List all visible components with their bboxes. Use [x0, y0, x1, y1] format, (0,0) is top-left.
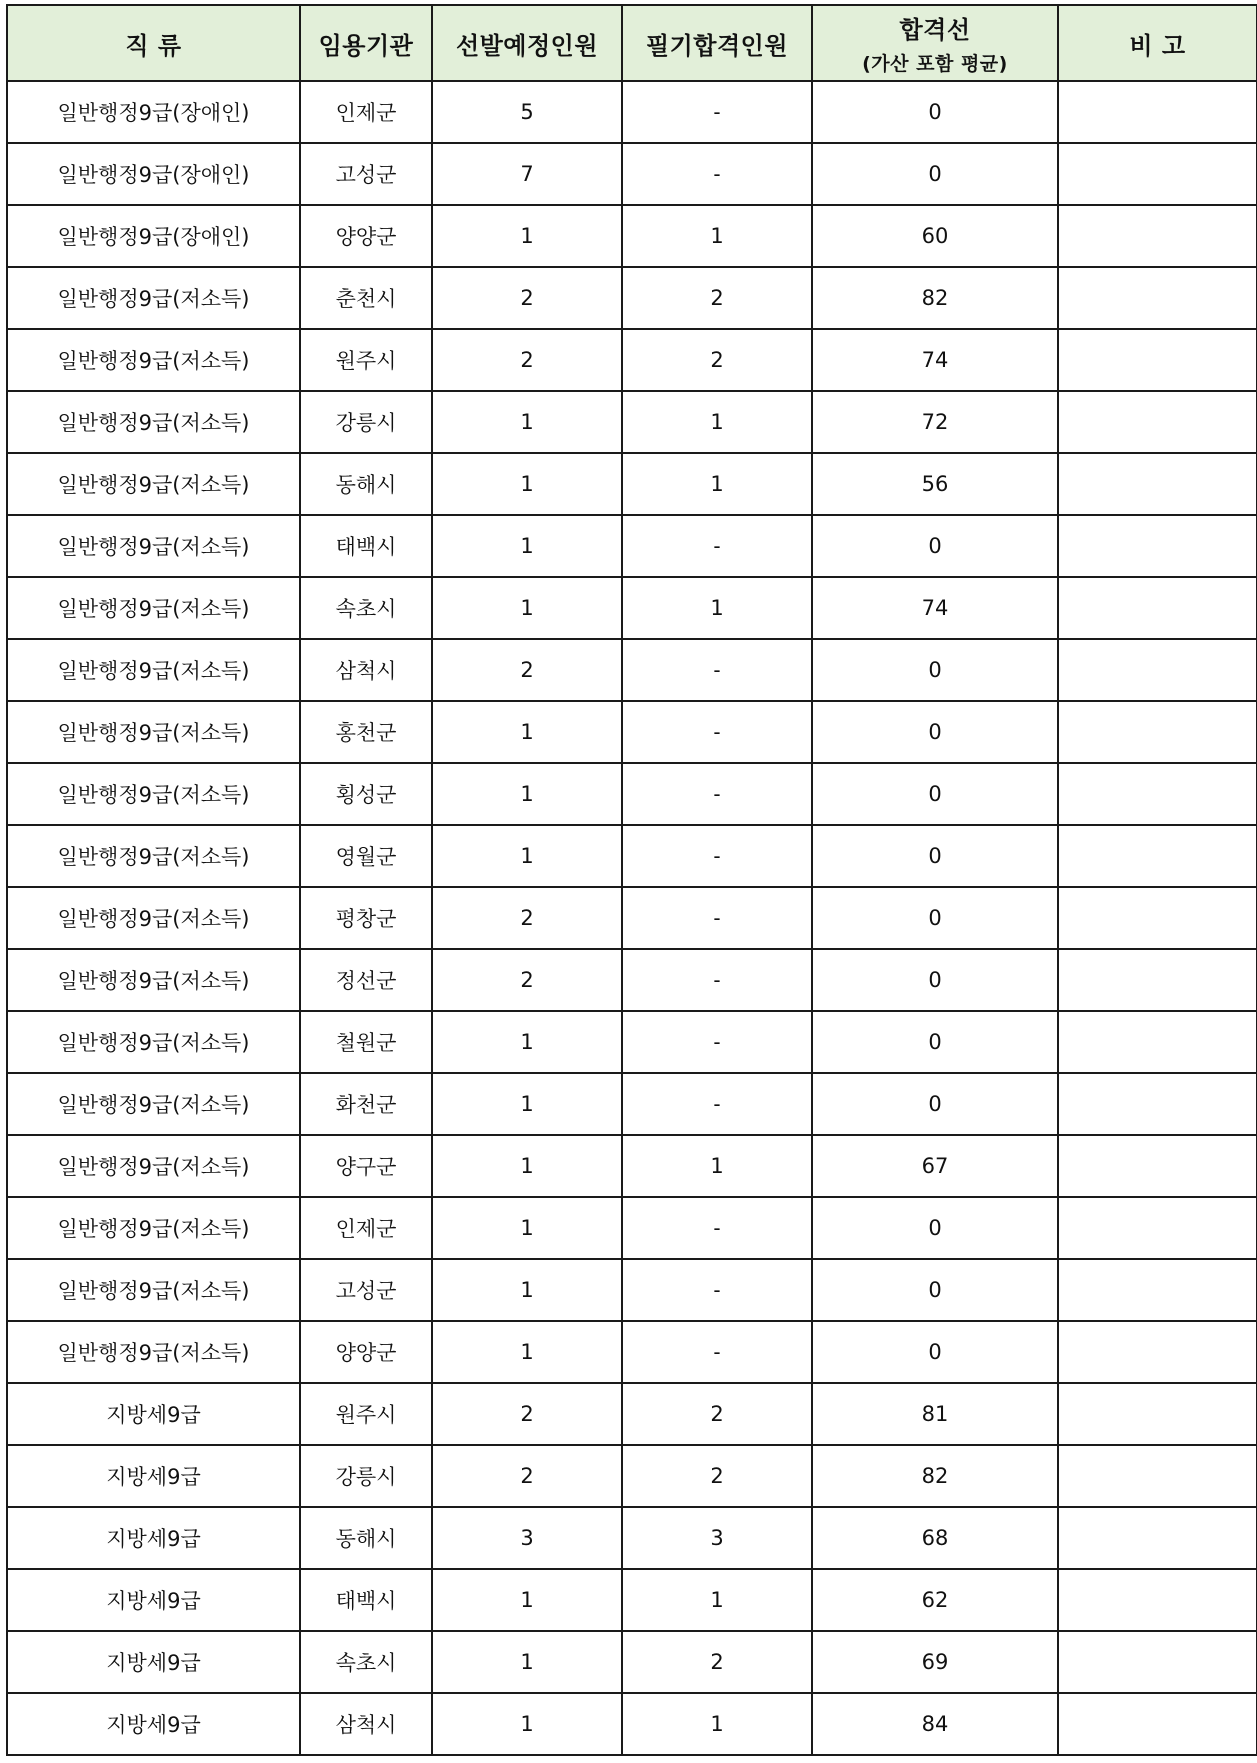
table-row	[7, 1693, 1257, 1755]
cell-agency: 삼척시	[300, 639, 432, 701]
cell-written-pass: -	[622, 1011, 812, 1073]
cell-agency: 태백시	[300, 1569, 432, 1631]
cell-cutoff: 0	[812, 701, 1058, 763]
cell-job: 일반행정9급(저소득)	[7, 453, 300, 515]
cell-planned: 1	[432, 701, 622, 763]
cell-agency: 인제군	[300, 1197, 432, 1259]
cell-planned: 1	[432, 205, 622, 267]
cell-written-pass: 2	[622, 267, 812, 329]
table-row	[7, 143, 1257, 205]
table-row	[7, 1073, 1257, 1135]
cell-job: 일반행정9급(저소득)	[7, 639, 300, 701]
cell-agency: 춘천시	[300, 267, 432, 329]
cell-written-pass: 3	[622, 1507, 812, 1569]
cell-job: 일반행정9급(저소득)	[7, 887, 300, 949]
cell-written-pass: 2	[622, 1631, 812, 1693]
cell-agency: 속초시	[300, 1631, 432, 1693]
cell-written-pass: -	[622, 887, 812, 949]
cell-planned: 2	[432, 639, 622, 701]
cell-planned: 1	[432, 763, 622, 825]
cell-cutoff: 0	[812, 763, 1058, 825]
cell-planned: 5	[432, 81, 622, 143]
cell-written-pass: -	[622, 81, 812, 143]
cell-agency: 인제군	[300, 81, 432, 143]
cell-planned: 2	[432, 1445, 622, 1507]
cell-remarks	[1058, 1011, 1257, 1073]
cell-job: 일반행정9급(저소득)	[7, 577, 300, 639]
cell-job: 일반행정9급(장애인)	[7, 143, 300, 205]
cell-job: 일반행정9급(장애인)	[7, 81, 300, 143]
cell-agency: 정선군	[300, 949, 432, 1011]
table-row	[7, 391, 1257, 453]
cell-cutoff: 0	[812, 1073, 1058, 1135]
cell-cutoff: 0	[812, 81, 1058, 143]
cell-agency: 동해시	[300, 1507, 432, 1569]
cell-written-pass: -	[622, 639, 812, 701]
cell-written-pass: -	[622, 515, 812, 577]
cell-written-pass: -	[622, 1259, 812, 1321]
cell-written-pass: 1	[622, 391, 812, 453]
cell-written-pass: -	[622, 763, 812, 825]
results-table	[6, 4, 1257, 1756]
cell-job: 일반행정9급(저소득)	[7, 391, 300, 453]
cell-job: 일반행정9급(저소득)	[7, 1321, 300, 1383]
cell-planned: 2	[432, 267, 622, 329]
table-row	[7, 1631, 1257, 1693]
cell-planned: 7	[432, 143, 622, 205]
cell-written-pass: -	[622, 1197, 812, 1259]
table-row	[7, 81, 1257, 143]
cell-job: 일반행정9급(저소득)	[7, 763, 300, 825]
cell-job: 일반행정9급(저소득)	[7, 1073, 300, 1135]
cell-cutoff: 0	[812, 887, 1058, 949]
cell-written-pass: -	[622, 1321, 812, 1383]
cell-agency: 양양군	[300, 1321, 432, 1383]
table-row	[7, 1507, 1257, 1569]
table-row	[7, 453, 1257, 515]
cell-job: 일반행정9급(장애인)	[7, 205, 300, 267]
cell-cutoff: 0	[812, 825, 1058, 887]
header-written-pass: 필기합격인원	[622, 5, 812, 81]
cell-written-pass: 1	[622, 1693, 812, 1755]
cell-written-pass: 1	[622, 205, 812, 267]
cell-remarks	[1058, 949, 1257, 1011]
cell-remarks	[1058, 1507, 1257, 1569]
table-row	[7, 1445, 1257, 1507]
cell-written-pass: 2	[622, 1445, 812, 1507]
table-row	[7, 329, 1257, 391]
cell-written-pass: 1	[622, 1569, 812, 1631]
cell-remarks	[1058, 701, 1257, 763]
cell-planned: 3	[432, 1507, 622, 1569]
cell-remarks	[1058, 763, 1257, 825]
cell-agency: 원주시	[300, 1383, 432, 1445]
cell-cutoff: 0	[812, 639, 1058, 701]
table-row	[7, 825, 1257, 887]
header-planned: 선발예정인원	[432, 5, 622, 81]
cell-remarks	[1058, 825, 1257, 887]
cell-cutoff: 0	[812, 949, 1058, 1011]
cell-remarks	[1058, 1073, 1257, 1135]
table-row	[7, 1197, 1257, 1259]
cell-cutoff: 82	[812, 267, 1058, 329]
cell-remarks	[1058, 1569, 1257, 1631]
cell-cutoff: 74	[812, 329, 1058, 391]
cell-written-pass: 1	[622, 453, 812, 515]
cell-planned: 1	[432, 1321, 622, 1383]
cell-remarks	[1058, 1693, 1257, 1755]
cell-cutoff: 0	[812, 1321, 1058, 1383]
cell-agency: 철원군	[300, 1011, 432, 1073]
cell-remarks	[1058, 391, 1257, 453]
cell-job: 일반행정9급(저소득)	[7, 267, 300, 329]
cell-written-pass: -	[622, 825, 812, 887]
cell-job: 일반행정9급(저소득)	[7, 1259, 300, 1321]
cell-cutoff: 74	[812, 577, 1058, 639]
table-row	[7, 1321, 1257, 1383]
cell-job: 일반행정9급(저소득)	[7, 949, 300, 1011]
cell-agency: 양구군	[300, 1135, 432, 1197]
header-job: 직 류	[7, 5, 300, 81]
cell-remarks	[1058, 1321, 1257, 1383]
cell-agency: 홍천군	[300, 701, 432, 763]
table-row	[7, 701, 1257, 763]
cell-job: 일반행정9급(저소득)	[7, 825, 300, 887]
cell-cutoff: 0	[812, 1011, 1058, 1073]
cell-remarks	[1058, 1135, 1257, 1197]
cell-written-pass: 1	[622, 577, 812, 639]
cell-job: 일반행정9급(저소득)	[7, 1135, 300, 1197]
cell-planned: 1	[432, 453, 622, 515]
cell-agency: 영월군	[300, 825, 432, 887]
header-row	[7, 5, 1257, 81]
cell-agency: 동해시	[300, 453, 432, 515]
cell-agency: 강릉시	[300, 1445, 432, 1507]
cell-cutoff: 69	[812, 1631, 1058, 1693]
cell-job: 지방세9급	[7, 1693, 300, 1755]
table-row	[7, 577, 1257, 639]
cell-planned: 1	[432, 1693, 622, 1755]
cell-remarks	[1058, 1259, 1257, 1321]
cell-cutoff: 72	[812, 391, 1058, 453]
cell-job: 일반행정9급(저소득)	[7, 701, 300, 763]
cell-remarks	[1058, 453, 1257, 515]
cell-remarks	[1058, 577, 1257, 639]
cell-planned: 1	[432, 1631, 622, 1693]
cell-remarks	[1058, 1197, 1257, 1259]
cell-remarks	[1058, 267, 1257, 329]
cell-job: 지방세9급	[7, 1445, 300, 1507]
table-row	[7, 1259, 1257, 1321]
table-body	[7, 81, 1257, 1755]
cell-remarks	[1058, 639, 1257, 701]
cell-job: 지방세9급	[7, 1383, 300, 1445]
table-row	[7, 1011, 1257, 1073]
cell-planned: 1	[432, 1569, 622, 1631]
cell-written-pass: -	[622, 701, 812, 763]
cell-agency: 고성군	[300, 1259, 432, 1321]
table-row	[7, 1383, 1257, 1445]
cell-cutoff: 67	[812, 1135, 1058, 1197]
cell-remarks	[1058, 81, 1257, 143]
cell-cutoff: 82	[812, 1445, 1058, 1507]
cell-agency: 화천군	[300, 1073, 432, 1135]
cell-planned: 1	[432, 391, 622, 453]
header-cutoff-label: 합격선	[899, 16, 971, 44]
cell-remarks	[1058, 329, 1257, 391]
cell-agency: 삼척시	[300, 1693, 432, 1755]
results-sheet	[6, 4, 1257, 1756]
cell-planned: 1	[432, 577, 622, 639]
cell-planned: 2	[432, 887, 622, 949]
header-cutoff	[812, 5, 1058, 81]
cell-agency: 속초시	[300, 577, 432, 639]
cell-written-pass: 2	[622, 1383, 812, 1445]
cell-job: 지방세9급	[7, 1507, 300, 1569]
cell-agency: 양양군	[300, 205, 432, 267]
cell-remarks	[1058, 1631, 1257, 1693]
cell-remarks	[1058, 1383, 1257, 1445]
table-row	[7, 887, 1257, 949]
cell-agency: 고성군	[300, 143, 432, 205]
cell-cutoff: 62	[812, 1569, 1058, 1631]
cell-cutoff: 56	[812, 453, 1058, 515]
cell-cutoff: 0	[812, 143, 1058, 205]
cell-job: 일반행정9급(저소득)	[7, 515, 300, 577]
cell-agency: 강릉시	[300, 391, 432, 453]
cell-planned: 1	[432, 1259, 622, 1321]
table-row	[7, 267, 1257, 329]
table-row	[7, 205, 1257, 267]
cell-agency: 횡성군	[300, 763, 432, 825]
cell-job: 지방세9급	[7, 1569, 300, 1631]
table-row	[7, 515, 1257, 577]
cell-cutoff: 60	[812, 205, 1058, 267]
cell-planned: 1	[432, 1197, 622, 1259]
table-row	[7, 949, 1257, 1011]
header-remarks: 비 고	[1058, 5, 1257, 81]
cell-written-pass: 2	[622, 329, 812, 391]
cell-written-pass: -	[622, 143, 812, 205]
cell-written-pass: -	[622, 1073, 812, 1135]
cell-remarks	[1058, 143, 1257, 205]
table-row	[7, 639, 1257, 701]
cell-planned: 1	[432, 515, 622, 577]
cell-job: 일반행정9급(저소득)	[7, 329, 300, 391]
cell-remarks	[1058, 515, 1257, 577]
cell-remarks	[1058, 205, 1257, 267]
cell-planned: 1	[432, 1135, 622, 1197]
cell-job: 지방세9급	[7, 1631, 300, 1693]
cell-planned: 1	[432, 1073, 622, 1135]
cell-agency: 원주시	[300, 329, 432, 391]
cell-written-pass: -	[622, 949, 812, 1011]
cell-remarks	[1058, 1445, 1257, 1507]
header-cutoff-note: (가산 포함 평균)	[862, 53, 1008, 75]
cell-planned: 2	[432, 1383, 622, 1445]
cell-cutoff: 68	[812, 1507, 1058, 1569]
table-row	[7, 1135, 1257, 1197]
cell-cutoff: 0	[812, 1259, 1058, 1321]
cell-cutoff: 0	[812, 515, 1058, 577]
cell-cutoff: 81	[812, 1383, 1058, 1445]
cell-job: 일반행정9급(저소득)	[7, 1011, 300, 1073]
cell-written-pass: 1	[622, 1135, 812, 1197]
cell-cutoff: 0	[812, 1197, 1058, 1259]
header-agency: 임용기관	[300, 5, 432, 81]
cell-planned: 2	[432, 949, 622, 1011]
cell-planned: 2	[432, 329, 622, 391]
table-row	[7, 763, 1257, 825]
cell-remarks	[1058, 887, 1257, 949]
table-row	[7, 1569, 1257, 1631]
cell-cutoff: 84	[812, 1693, 1058, 1755]
cell-agency: 평창군	[300, 887, 432, 949]
table-header	[7, 5, 1257, 81]
cell-planned: 1	[432, 825, 622, 887]
cell-planned: 1	[432, 1011, 622, 1073]
cell-agency: 태백시	[300, 515, 432, 577]
cell-job: 일반행정9급(저소득)	[7, 1197, 300, 1259]
